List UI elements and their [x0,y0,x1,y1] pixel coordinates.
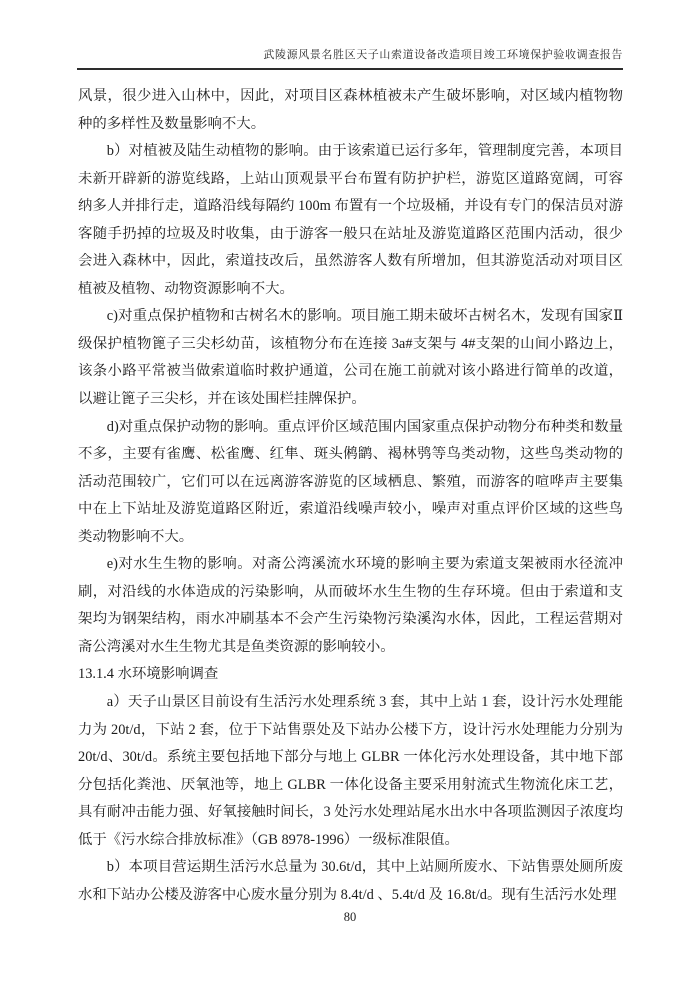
paragraph-a-sewage-treatment-systems: a）天子山景区目前设有生活污水处理系统 3 套，其中上站 1 套，设计污水处理能力为 20t/d，下站 2 套，位于下站售票处及下站办公楼下方，设计污水处理能力分别为 20t/d、30t/d。系统主要包括地下部分与地上 GLBR 一体化污水处理设备，其中地下部分包括化粪池、厌氧池等，地上 GLBR 一体化设备主要采用射流式生物流化床工艺，具有耐冲击能力强、好氧接触时间长，3 处污水处理站尾水出水中各项监测因子浓度均低于《污水综合排放标准》（GB 8978-1996）一级标准限值。 [78,694,623,848]
page-header-title: 武陵源风景名胜区天子山索道设备改造项目竣工环境保护验收调查报告 [263,49,623,61]
paragraph-e-aquatic-life-impact: e)对水生生物的影响。对斋公湾溪流水环境的影响主要为索道支架被雨水径流冲刷，对沿线的水体造成的污染影响，从而破坏水生生物的生存环境。但由于索道和支架均为钢架结构，雨水冲刷基本不会产生污染物污染溪沟水体，因此，工程运营期对斋公湾溪对水生生物尤其是鱼类资源的影响较小。 [78,556,623,655]
section-heading-13-1-4: 13.1.4 水环境影响调查 [78,666,219,683]
document-body [78,83,623,909]
paragraph-d-protected-animals-impact: d)对重点保护动物的影响。重点评价区域范围内国家重点保护动物分布种类和数量不多，主要有雀鹰、松雀鹰、红隼、斑头鸺鹠、褐林鸮等鸟类动物，这些鸟类动物的活动范围较广，它们可以在远离游客游览的区域栖息、繁殖，而游客的喧哗声主要集中在上下站址及游览道路区附近，索道沿线噪声较小，噪声对重点评价区域的这些鸟类动物影响不大。 [78,418,623,545]
page-number: 80 [343,910,357,924]
paragraph-forest-vegetation-continuation: 风景，很少进入山林中，因此，对项目区森林植被未产生破坏影响，对区域内植物物种的多样性及数量影响不大。 [78,88,623,132]
paragraph-b-operation-period-sewage: b）本项目营运期生活污水总量为 30.6t/d，其中上站厕所废水、下站售票处厕所废水和下站办公楼及游客中心废水量分别为 8.4t/d 、5.4t/d 及 16.8t/d。现有生活污水处理 [78,859,623,903]
header-rule [77,68,623,70]
paragraph-b-vegetation-terrestrial-impact: b）对植被及陆生动植物的影响。由于该索道已运行多年，管理制度完善，本项目未新开辟新的游览线路，上站山顶观景平台布置有防护护栏，游览区道路宽阔，可容纳多人并排行走，道路沿线每隔约 100m 布置有一个垃圾桶，并设有专门的保洁员对游客随手扔掉的垃圾及时收集，由于游客一般只在站址及游览道路区范围内活动，很少会进入森林中，因此，索道技改后，虽然游客人数有所增加，但其游览活动对项目区植被及植物、动物资源影响不大。 [78,143,623,297]
paragraph-c-protected-plants-impact: c)对重点保护植物和古树名木的影响。项目施工期未破坏古树名木，发现有国家Ⅱ级保护植物篦子三尖杉幼苗，该植物分布在连接 3a#支架与 4#支架的山间小路边上，该条小路平常被当做索道临时救护通道，公司在施工前就对该小路进行简单的改道，以避让篦子三尖杉，并在该处围栏挂牌保护。 [78,308,623,408]
